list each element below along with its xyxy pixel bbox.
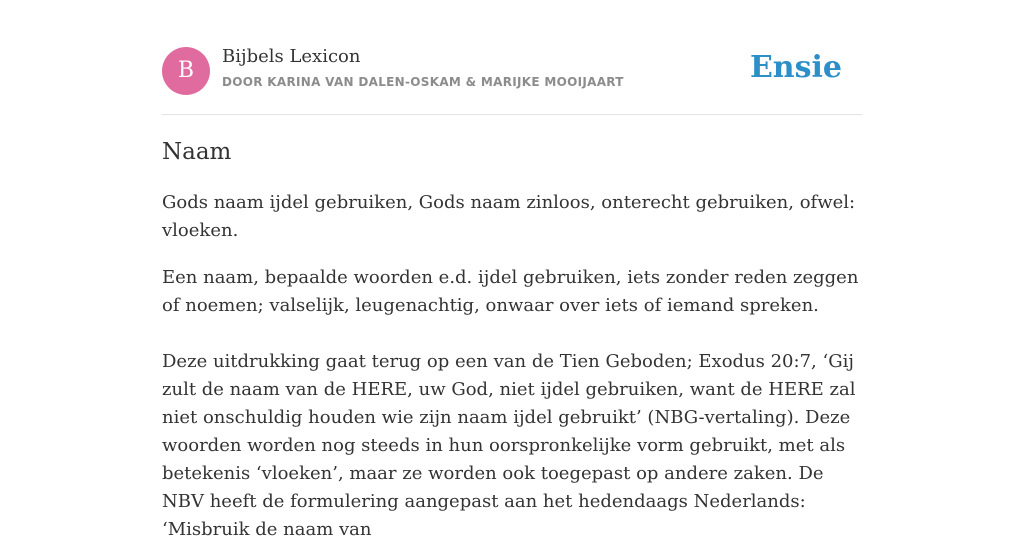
lexicon-header <box>162 46 862 115</box>
term-title: Naam <box>162 139 232 165</box>
lexicon-title-link[interactable]: Bijbels Lexicon <box>222 46 361 67</box>
definition-paragraph: Deze uitdrukking gaat terug op een van de Tien Geboden; Exodus 20:7, ‘Gij zult de naam van de HERE, uw God, niet ijdel gebruiken, want de HERE zal niet onschuldig houden wie zijn naam ijdel gebruikt’ (NBG-vertaling). Deze woorden worden nog steeds in hun oorspronkelijke vorm gebruikt, met als betekenis ‘vloeken’, maar ze worden ook toegepast op andere zaken. De NBV heeft de formulering aangepast aan het hedendaags Nederlands: ‘Misbruik de naam van <box>162 351 856 540</box>
article <box>162 136 862 544</box>
lexicon-avatar[interactable]: B <box>162 47 210 95</box>
ensie-logo[interactable]: Ensie <box>749 50 842 85</box>
definition-paragraph: Gods naam ijdel gebruiken, Gods naam zinloos, onterecht gebruiken, ofwel: vloeken. <box>162 192 856 241</box>
lexicon-authors: DOOR KARINA VAN DALEN-OSKAM & MARIJKE MOOIJAART <box>222 75 624 89</box>
definition-paragraph: Een naam, bepaalde woorden e.d. ijdel gebruiken, iets zonder reden zeggen of noemen; valselijk, leugenachtig, onwaar over iets of iemand spreken. <box>162 267 859 316</box>
